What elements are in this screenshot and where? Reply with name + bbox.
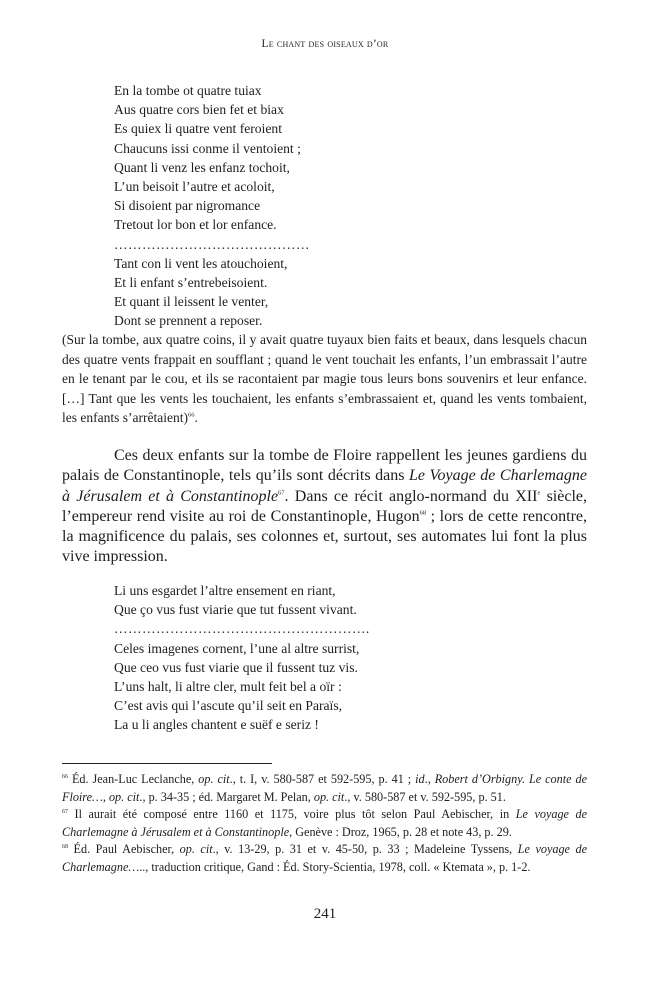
century-superscript: e xyxy=(537,489,541,497)
footnote-ref-68[interactable]: 68 xyxy=(419,509,427,517)
verse-line: L’un beisoit l’autre et acoloit, xyxy=(114,179,275,195)
footnote-text: ., v. 13-29, p. 31 et v. 45-50, p. 33 ; Madeleine Tyssens, xyxy=(212,842,518,856)
footnote-number: 66 xyxy=(62,773,68,780)
verse-line: La u li angles chantent e suëf e seriz ! xyxy=(114,717,319,733)
body-text: Ces deux enfants sur la tombe de Floire rappellent les jeunes gardiens du palais de Constantinople, tels qu’ils sont décrits dans xyxy=(62,447,587,485)
footnote-68 xyxy=(62,841,587,876)
verse-line: Es quiex li quatre vent feroient xyxy=(114,121,282,137)
footnotes xyxy=(62,771,587,876)
footnote-text: Éd. Paul Aebischer, xyxy=(68,842,180,856)
footnote-italic-text: id xyxy=(415,772,425,786)
ellipsis-line: …………………………………… xyxy=(114,236,310,252)
footnote-text: , xyxy=(102,789,109,804)
verse-line: Quant li venz les enfanz tochoit, xyxy=(114,159,290,175)
footnote-italic-text: op. cit xyxy=(179,842,213,856)
body-text: . Dans ce récit anglo-normand du XII xyxy=(284,487,538,505)
footnote-separator xyxy=(62,763,272,764)
page-number: 241 xyxy=(313,906,337,922)
verse-line: Li uns esgardet l’altre ensement en riant, xyxy=(114,583,336,598)
verse-line: C’est avis qui l’ascute qu’il seit en Paraïs, xyxy=(114,698,343,714)
footnote-66 xyxy=(62,771,587,806)
verse-line: Tretout lor bon et lor enfance. xyxy=(114,217,277,233)
footnote-number: 68 xyxy=(62,843,68,850)
footnote-number: 67 xyxy=(62,808,68,815)
running-head: Le chant des oiseaux d’or xyxy=(261,38,389,50)
verse-line: Et quant il leissent le venter, xyxy=(114,294,269,310)
footnote-italic-text: op. cit xyxy=(313,789,345,804)
footnote-ref-66[interactable]: 66 xyxy=(187,411,195,419)
verse-line: Tant con li vent les atouchoient, xyxy=(114,255,288,271)
ellipsis-line: ………………………………………………. xyxy=(114,621,370,637)
verse-line: Si disoient par nigromance xyxy=(114,198,261,214)
verse-line: Aus quatre cors bien fet et biax xyxy=(114,102,284,118)
body-paragraph xyxy=(62,446,587,568)
verse-line: L’uns halt, li altre cler, mult feit bel a oïr : xyxy=(114,679,342,695)
footnote-67 xyxy=(62,806,587,841)
footnote-text: .., traduction critique, Gand : Éd. Story-Scientia, 1978, coll. « Ktemata », p. 1-2. xyxy=(139,859,531,874)
body-text: ; lors de cette rencontre, la magnificence du palais, ses colonnes et, surtout, ses automates lui font la plus vive impression. xyxy=(62,507,587,566)
footnote-italic-text: op. cit xyxy=(198,772,230,786)
footnote-text: ., t. I, v. 580-587 et 592-595, p. 41 ; xyxy=(229,772,416,786)
verse-line: Chaucuns issi conme il ventoient ; xyxy=(114,140,301,156)
verse-line: En la tombe ot quatre tuiax xyxy=(114,83,262,98)
verse-line: Que ceo vus fust viarie que il fussent tuz vis. xyxy=(114,659,358,675)
verse-line: Que ço vus fust viarie que tut fussent vivant. xyxy=(114,602,357,618)
footnote-text: Il aurait été composé entre 1160 et 1175, voire plus tôt selon Paul Aebischer, in xyxy=(68,807,516,821)
verse-quotation-floire xyxy=(114,81,310,331)
verse-line: Dont se prennent a reposer. xyxy=(114,313,263,329)
translation-paragraph xyxy=(62,330,587,428)
verse-line: Et li enfant s’entrebeisoient. xyxy=(114,275,268,291)
work-title: Le Voyage de Charlemagne à Jérusalem et à Constantinople xyxy=(62,467,588,505)
footnote-text: Éd. Jean-Luc Leclanche, xyxy=(68,772,199,786)
footnote-text: ., p. 34-35 ; éd. Margaret M. Pelan, xyxy=(139,789,314,804)
footnote-text: , Genève : Droz, 1965, p. 28 et note 43, p. 29. xyxy=(289,824,512,839)
footnote-ref-67[interactable]: 67 xyxy=(278,489,285,497)
translation-end: . xyxy=(194,410,198,425)
translation-text: (Sur la tombe, aux quatre coins, il y avait quatre tuyaux bien faits et beaux, dans lesquels chacun des quatre vents frappait en soufflant ; quand le vent touchait les enfants, l’un embrassait l’autre en le tenant par le cou, et ils se racontaient par magie tous leurs bons souvenirs et leur enfance. […] Tant que les vents les touchaient, les enfants s’embrassaient et, quand les vents tombaient, les enfants s’arrêtaient) xyxy=(62,332,587,425)
footnote-italic-text: Le voyage de Charlemagne à Jérusalem et à Constantinople xyxy=(62,807,587,839)
verse-quotation-charlemagne xyxy=(114,581,370,735)
body-text: siècle, l’empereur rend visite au roi de Constantinople, Hugon xyxy=(62,487,588,525)
footnote-text: ., v. 580-587 et v. 592-595, p. 51. xyxy=(344,789,506,804)
footnote-italic-text: Robert d’Orbigny. Le conte de Floire… xyxy=(62,772,588,804)
verse-line: Celes imagenes cornent, l’une al altre surrist, xyxy=(114,640,360,656)
footnote-italic-text: Le voyage de Charlemagne… xyxy=(62,842,587,874)
footnote-italic-text: op. cit xyxy=(108,789,140,804)
footnote-text: ., xyxy=(424,772,435,786)
